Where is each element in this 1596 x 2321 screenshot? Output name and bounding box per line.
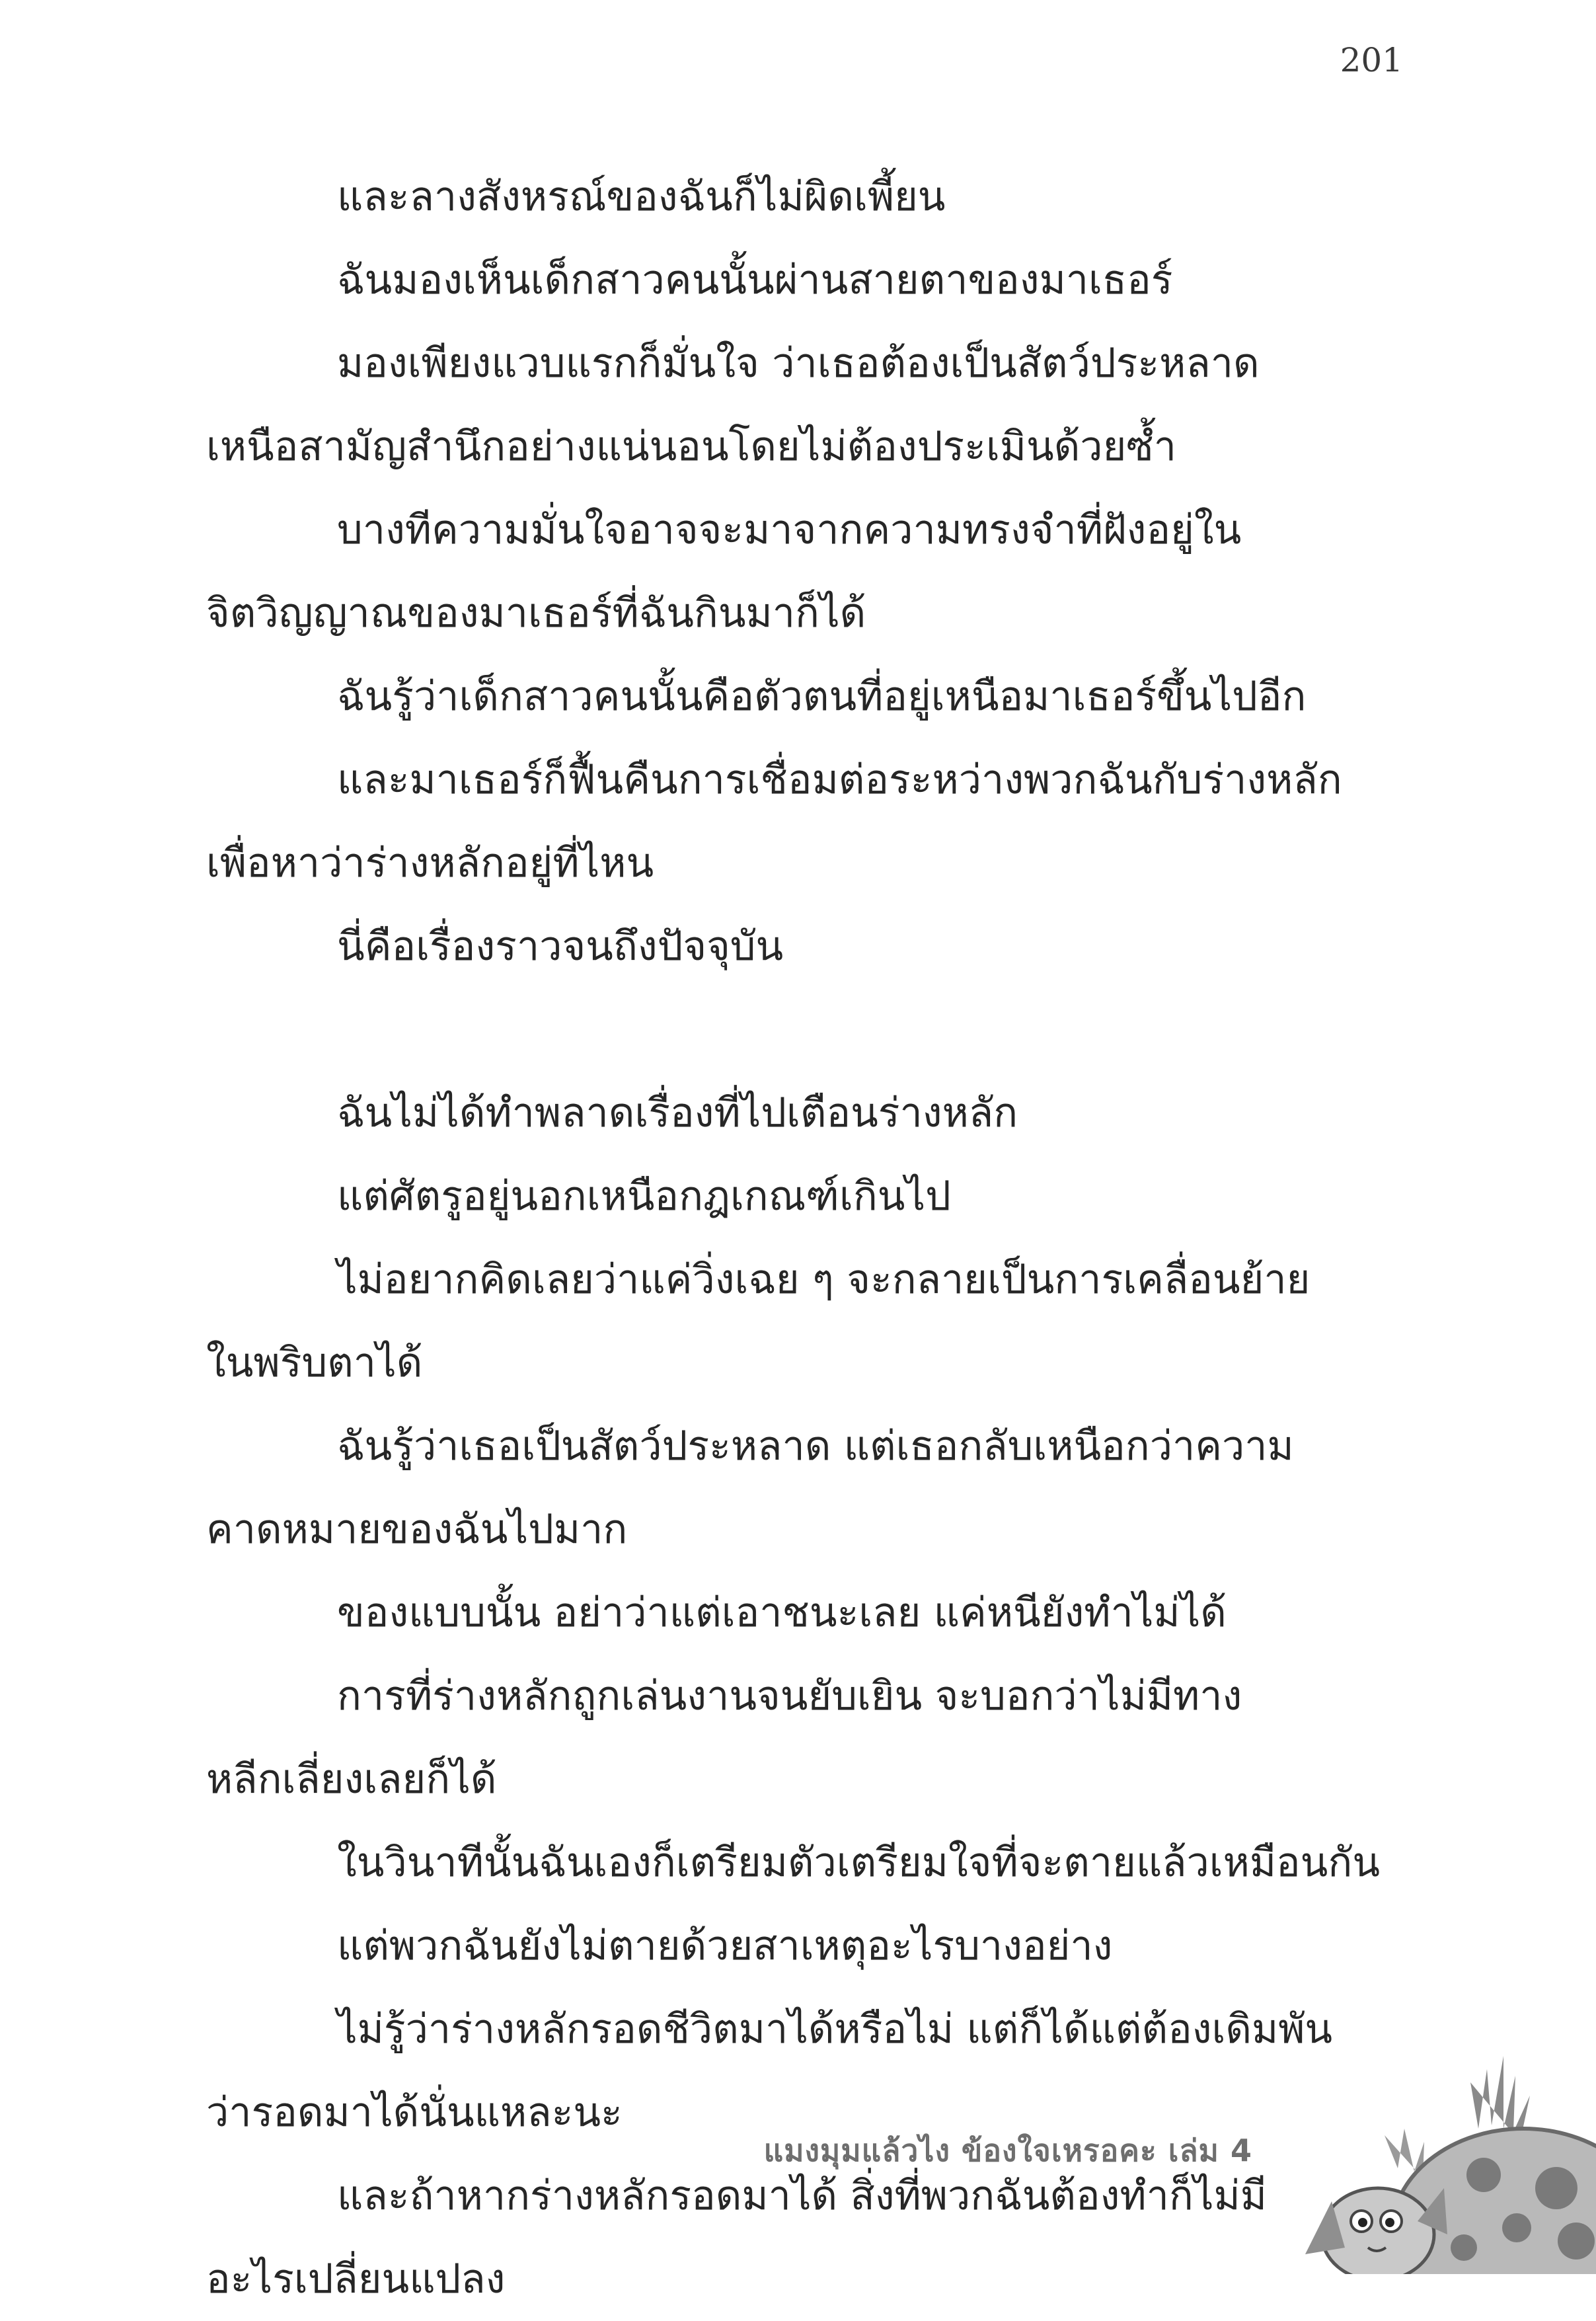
text-line: แต่พวกฉันยังไม่ตายด้วยสาเหตุอะไรบางอย่าง (337, 1922, 1113, 1969)
text-line: และถ้าหากร่างหลักรอดมาได้ สิ่งที่พวกฉันต้องทำก็ไม่มี (337, 2172, 1267, 2219)
text-line: ฉันรู้ว่าเธอเป็นสัตว์ประหลาด แต่เธอกลับเหนือกว่าความ (337, 1423, 1294, 1470)
footer-book-title: แมงมุมแล้วไง ข้องใจเหรอคะ เล่ม 4 (763, 2133, 1252, 2168)
text-line: และลางสังหรณ์ของฉันก็ไม่ผิดเพี้ยน (337, 173, 946, 220)
text-line: มองเพียงแวบแรกก็มั่นใจ ว่าเธอต้องเป็นสัตว์ประหลาด (337, 340, 1260, 387)
text-line: เหนือสามัญสำนึกอย่างแน่นอนโดยไม่ต้องประเมินด้วยซ้ำ (206, 423, 1176, 470)
text-line: ไม่รู้ว่าร่างหลักรอดชีวิตมาได้หรือไม่ แต่ก็ได้แต่ต้องเดิมพัน (337, 2006, 1333, 2053)
text-line: และมาเธอร์ก็ฟื้นคืนการเชื่อมต่อระหว่างพวกฉันกับร่างหลัก (337, 756, 1342, 803)
page-number: 201 (1340, 41, 1403, 79)
text-line: หลีกเลี่ยงเลยก็ได้ (206, 1756, 497, 1803)
text-line: ฉันไม่ได้ทำพลาดเรื่องที่ไปเตือนร่างหลัก (337, 1089, 1018, 1136)
text-line: อะไรเปลี่ยนแปลง (206, 2256, 506, 2302)
text-line: เพื่อหาว่าร่างหลักอยู่ที่ไหน (206, 840, 654, 886)
text-line: ฉันมองเห็นเด็กสาวคนนั้นผ่านสายตาของมาเธอร์ (337, 256, 1173, 303)
body-text (206, 155, 1396, 2321)
text-line: นี่คือเรื่องราวจนถึงปัจจุบัน (337, 923, 784, 970)
text-line: ไม่อยากคิดเลยว่าแค่วิ่งเฉย ๆ จะกลายเป็นการเคลื่อนย้าย (337, 1256, 1311, 1303)
text-line: ว่ารอดมาได้นั่นแหละนะ (206, 2089, 623, 2136)
text-line: จิตวิญญาณของมาเธอร์ที่ฉันกินมาก็ได้ (206, 590, 866, 637)
text-line: บางทีความมั่นใจอาจจะมาจากความทรงจำที่ฝังอยู่ใน (337, 506, 1242, 553)
paragraph-break (206, 988, 1396, 1072)
text-line: ของแบบนั้น อย่าว่าแต่เอาชนะเลย แค่หนียังทำไม่ได้ (337, 1589, 1227, 1636)
spider-mascot-illustration (1305, 2056, 1596, 2274)
text-line: การที่ร่างหลักถูกเล่นงานจนยับเยิน จะบอกว่าไม่มีทาง (337, 1672, 1242, 1719)
text-line: ในพริบตาได้ (206, 1339, 423, 1386)
text-line: คาดหมายของฉันไปมาก (206, 1506, 628, 1553)
text-line: แต่ศัตรูอยู่นอกเหนือกฎเกณฑ์เกินไป (337, 1173, 951, 1220)
text-line: ฉันรู้ว่าเด็กสาวคนนั้นคือตัวตนที่อยู่เหนือมาเธอร์ขึ้นไปอีก (337, 673, 1307, 720)
text-line: ในวินาทีนั้นฉันเองก็เตรียมตัวเตรียมใจที่จะตายแล้วเหมือนกัน (337, 1839, 1381, 1886)
